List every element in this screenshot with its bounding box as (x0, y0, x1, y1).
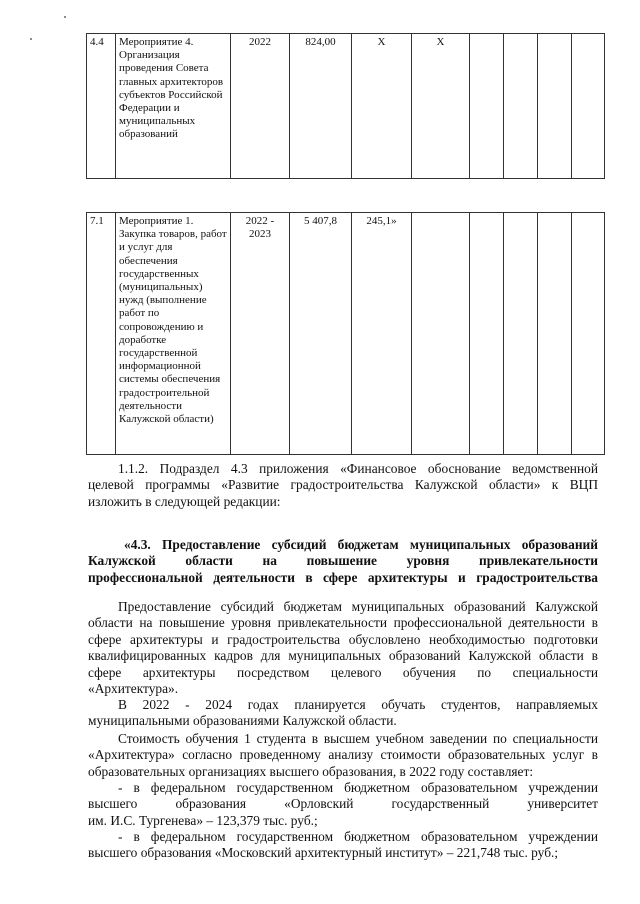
body-paragraph-1 (88, 599, 598, 697)
table-row (87, 213, 605, 455)
text-line: 1.1.2. Подраздел 4.3 приложения «Финансовое обоснование ведомственной (118, 461, 598, 476)
cell-empty (470, 34, 504, 179)
text-line: - в федеральном государственном бюджетном образовательном учреждении (118, 780, 598, 795)
text-line: целевой программы «Развитие градостроительства Калужской области» к ВЦП (88, 477, 598, 493)
cell-num: 7.1 (87, 213, 116, 455)
bullet-item-2 (88, 829, 598, 862)
text-line: сфере архитектуры и градостроительства обусловлено необходимостью подготовки (88, 631, 598, 647)
text-line: - в федеральном государственном бюджетном образовательном учреждении (118, 829, 598, 844)
cell-year: 2022 - 2023 (231, 213, 290, 455)
text-line: им. И.С. Тургенева» – 123,379 тыс. руб.; (88, 812, 318, 828)
cell-name: Мероприятие 4. Организация проведения Совета главных архитекторов субъектов Российской Федерации и муниципальных образований (116, 34, 231, 179)
text-line: Предоставление субсидий бюджетам муниципальных образований Калужской (118, 599, 598, 614)
cell-col6: Х (412, 34, 470, 179)
cell-col5: Х (352, 34, 412, 179)
section-heading (88, 537, 598, 586)
text-line: квалифицированных кадров для муниципальных образований Калужской области в (88, 648, 598, 664)
cell-amount: 824,00 (290, 34, 352, 179)
heading-line: профессиональной деятельности в сфере архитектуры и градостроительства (88, 569, 598, 585)
cell-col5: 245,1» (352, 213, 412, 455)
text-line: изложить в следующей редакции: (88, 493, 281, 509)
table-row (87, 34, 605, 179)
text-line: Стоимость обучения 1 студента в высшем учебном заведении по специальности (118, 731, 598, 746)
text-line: сфере архитектуры посредством целевого обучения по специальности (88, 664, 598, 680)
text-line: высшего образования «Орловский государственный университет (88, 796, 598, 812)
text-line: области на повышение уровня привлекательности профессиональной деятельности в (88, 615, 598, 631)
cell-year: 2022 (231, 34, 290, 179)
text-line: «Архитектура» согласно проведенному анализу стоимости образовательных услуг в (88, 747, 598, 763)
cell-amount: 5 407,8 (290, 213, 352, 455)
text-line: образовательных организациях высшего образования, в 2022 году составляет: (88, 763, 534, 779)
text-line: «Архитектура». (88, 681, 179, 697)
text-line: высшего образования «Московский архитектурный институт» – 221,748 тыс. руб.; (88, 845, 559, 861)
cell-empty (470, 213, 504, 455)
body-paragraph-3 (88, 731, 598, 780)
table-fragment-1 (86, 33, 605, 179)
cell-empty (572, 213, 605, 455)
cell-empty (572, 34, 605, 179)
cell-name: Мероприятие 1. Закупка товаров, работ и услуг для обеспечения государственных (муниципальных) нужд (выполнение работ по сопровождению и доработке государственной информационной системы обеспечения градостроительной деятельности Калужской области) (116, 213, 231, 455)
scan-speck (30, 38, 32, 40)
body-paragraph-2 (88, 697, 598, 730)
heading-line: Калужской области на повышение уровня привлекательности (88, 553, 598, 569)
text-line: муниципальными образованиями Калужской области. (88, 713, 397, 729)
table-fragment-2 (86, 212, 605, 455)
bullet-item-1 (88, 780, 598, 829)
cell-empty (538, 34, 572, 179)
text-line: В 2022 - 2024 годах планируется обучать студентов, направляемых (118, 697, 598, 712)
cell-empty (504, 34, 538, 179)
cell-empty (538, 213, 572, 455)
cell-empty (412, 213, 470, 455)
cell-empty (504, 213, 538, 455)
heading-line: «4.3. Предоставление субсидий бюджетам муниципальных образований (124, 537, 598, 552)
amendment-paragraph (88, 461, 598, 510)
cell-num: 4.4 (87, 34, 116, 179)
scan-speck (64, 16, 66, 18)
